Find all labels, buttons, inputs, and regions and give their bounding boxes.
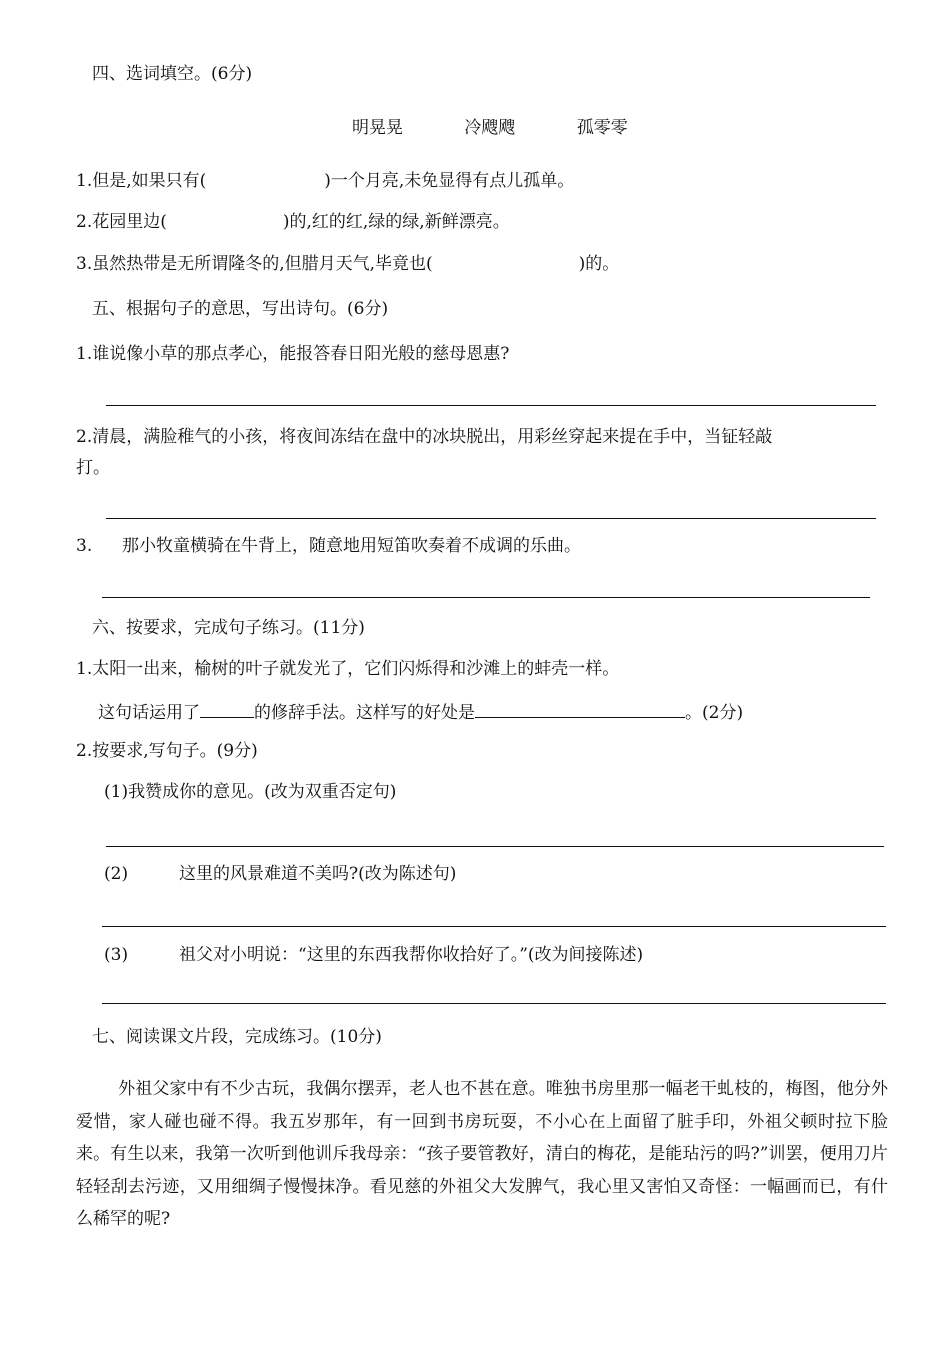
s4-q1-end: )一个月亮,未免显得有点儿孤单。 (324, 171, 575, 191)
word-bank (352, 120, 628, 137)
s6-q2-2-answer-line[interactable] (102, 926, 886, 927)
s5-q3-answer-line[interactable] (102, 597, 870, 598)
section-5-title: 五、根据句子的意思，写出诗句。(6分) (92, 299, 389, 319)
reading-passage-text: 外祖父家中有不少古玩，我偶尔摆弄，老人也不甚在意。唯独书房里那一幅老干虬枝的，梅图，他分外爱惜，家人碰也碰不得。我五岁那年，有一回到书房玩耍，不小心在上面留了脏手印，外祖父顿时拉下脸来。有生以来，我第一次听到他训斥我母亲：“孩子要管教好，清白的梅花，是能玷污的吗?”训罢，便用刀片轻轻刮去污迹，又用细绸子慢慢抹净。看见慈的外祖父大发脾气，我心里又害怕又奇怪：一幅画而已，有什么稀罕的呢? (76, 1079, 888, 1229)
s4-q3 (76, 256, 619, 273)
s5-q3: 那小牧童横骑在牛背上，随意地用短笛吹奏着不成调的乐曲。 (122, 536, 581, 556)
s6-q1: 1.太阳一出来，榆树的叶子就发光了，它们闪烁得和沙滩上的蚌壳一样。 (76, 659, 620, 679)
s6-q2-3-answer-line[interactable] (102, 1003, 886, 1004)
s5-q2-line2: 打。 (76, 458, 110, 478)
s4-q1-start: 1.但是,如果只有( (76, 171, 207, 191)
word-option: 冷飕飕 (464, 118, 516, 138)
s6-q1-fill (98, 703, 743, 722)
s4-q3-end: )的。 (578, 254, 620, 274)
s6-q2: 2.按要求,写句子。(9分) (76, 741, 258, 761)
s6-q2-2-number: (2) (104, 864, 129, 884)
s6-q1-prompt: 这句话运用了 (98, 703, 200, 723)
section-4-title: 四、选词填空。(6分) (92, 64, 253, 84)
s4-q1 (76, 173, 574, 190)
s6-q1-rhetoric-blank[interactable] (200, 703, 254, 718)
s6-q2-3-number: (3) (104, 945, 129, 965)
s4-q2-end: )的,红的红,绿的绿,新鲜漂亮。 (282, 212, 510, 232)
s5-q2-answer-line[interactable] (106, 518, 876, 519)
s4-q2 (76, 214, 510, 231)
s5-q1-answer-line[interactable] (106, 405, 876, 406)
word-option: 孤零零 (576, 118, 628, 138)
s5-q3-number: 3. (76, 536, 93, 556)
s4-q2-start: 2.花园里边( (76, 212, 167, 232)
section-7-title: 七、阅读课文片段，完成练习。(10分) (92, 1027, 382, 1047)
s6-q2-3: 祖父对小明说：“这里的东西我帮你收拾好了。”(改为间接陈述) (179, 945, 644, 965)
reading-passage (76, 1073, 888, 1236)
s6-q2-1-answer-line[interactable] (106, 846, 884, 847)
word-option: 明晃晃 (352, 118, 403, 138)
s6-q1-score: 。(2分) (685, 703, 744, 723)
s6-q1-benefit-blank[interactable] (475, 703, 685, 718)
section-6-title: 六、按要求，完成句子练习。(11分) (92, 618, 365, 638)
s5-q2-line1: 2.清晨，满脸稚气的小孩，将夜间冻结在盘中的冰块脱出，用彩丝穿起来提在手中，当钲轻敲 (76, 427, 773, 447)
s6-q2-2: 这里的风景难道不美吗?(改为陈述句) (179, 864, 457, 884)
s4-q3-start: 3.虽然热带是无所谓隆冬的,但腊月天气,毕竟也( (76, 254, 433, 274)
s6-q1-prompt-2: 的修辞手法。这样写的好处是 (254, 703, 475, 723)
s6-q2-1: (1)我赞成你的意见。(改为双重否定句) (104, 782, 397, 802)
s5-q1: 1.谁说像小草的那点孝心，能报答春日阳光般的慈母恩惠? (76, 344, 510, 364)
